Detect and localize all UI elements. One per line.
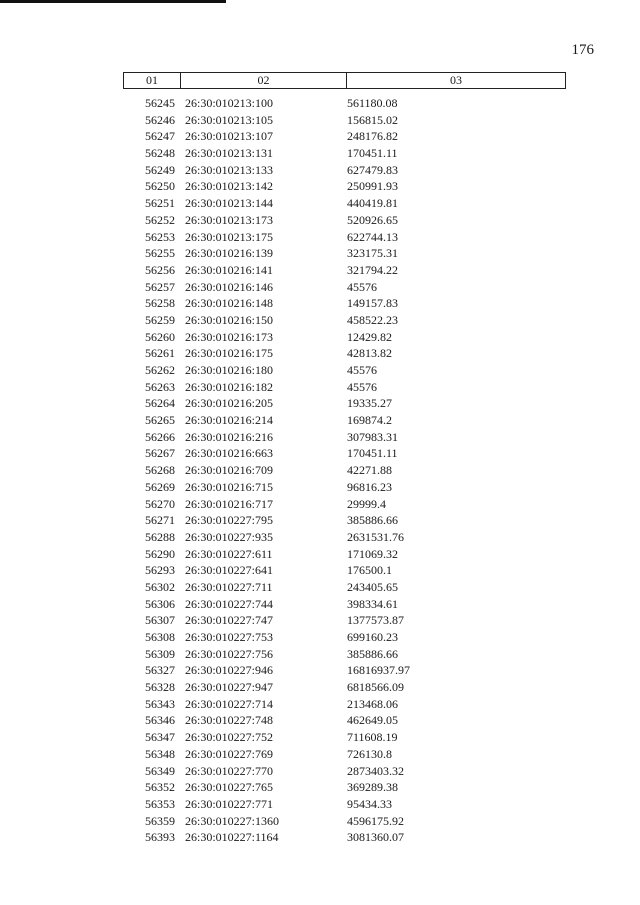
table-row	[123, 445, 566, 462]
table-row	[123, 145, 566, 162]
cadastral-number-cell: 26:30:010216:150	[185, 312, 274, 327]
table-row	[123, 779, 566, 796]
table-row	[123, 629, 566, 646]
value-cell: 385886.66	[347, 646, 398, 661]
table-row	[123, 295, 566, 312]
table-row	[123, 646, 566, 663]
row-id-cell: 56359	[145, 813, 175, 828]
cadastral-number-cell: 26:30:010213:133	[185, 162, 274, 177]
value-cell: 171069.32	[347, 546, 398, 561]
table-row	[123, 546, 566, 563]
row-id-cell: 56261	[145, 346, 175, 361]
value-cell: 45576	[347, 279, 377, 294]
value-cell: 711608.19	[347, 730, 398, 745]
row-id-cell: 56290	[145, 546, 175, 561]
row-id-cell: 56253	[145, 229, 175, 244]
value-cell: 169874.2	[347, 413, 392, 428]
cadastral-number-cell: 26:30:010216:663	[185, 446, 274, 461]
page-number: 176	[571, 42, 594, 58]
value-cell: 29999.4	[347, 496, 386, 511]
value-cell: 440419.81	[347, 196, 398, 211]
value-cell: 2873403.32	[347, 763, 404, 778]
row-id-cell: 56266	[145, 429, 175, 444]
row-id-cell: 56346	[145, 713, 175, 728]
row-id-cell: 56262	[145, 363, 175, 377]
value-cell: 170451.11	[347, 146, 398, 161]
table-row	[123, 312, 566, 329]
value-cell: 42813.82	[347, 346, 392, 361]
cadastral-number-cell: 26:30:010227:752	[185, 730, 274, 745]
table-row	[123, 529, 566, 546]
cadastral-number-cell: 26:30:010213:131	[185, 146, 274, 161]
column-header-03: 03	[450, 73, 462, 87]
table-row	[123, 229, 566, 246]
value-cell: 1377573.87	[347, 613, 404, 628]
table-row	[123, 479, 566, 496]
table-header	[123, 72, 566, 89]
cadastral-number-cell: 26:30:010227:748	[185, 713, 274, 728]
cadastral-number-cell: 26:30:010216:214	[185, 413, 274, 428]
cadastral-number-cell: 26:30:010213:105	[185, 112, 274, 127]
table-row	[123, 262, 566, 279]
value-cell: 250991.93	[347, 179, 398, 194]
row-id-cell: 56260	[145, 329, 175, 344]
row-id-cell: 56293	[145, 563, 175, 578]
table-row	[123, 429, 566, 446]
cadastral-number-cell: 26:30:010227:611	[185, 546, 273, 561]
row-id-cell: 56252	[145, 212, 175, 227]
row-id-cell: 56263	[145, 379, 175, 394]
row-id-cell: 56349	[145, 763, 175, 778]
cadastral-number-cell: 26:30:010216:148	[185, 296, 274, 311]
row-id-cell: 56248	[145, 146, 175, 161]
table-row	[123, 796, 566, 813]
row-id-cell: 56259	[145, 312, 175, 327]
table-row	[123, 612, 566, 629]
value-cell: 12429.82	[347, 329, 392, 344]
value-cell: 96816.23	[347, 479, 392, 494]
row-id-cell: 56308	[145, 630, 175, 644]
value-cell: 42271.88	[347, 463, 392, 478]
table-row	[123, 679, 566, 696]
row-id-cell: 56255	[145, 246, 175, 261]
cadastral-number-cell: 26:30:010216:205	[185, 396, 274, 411]
table-row	[123, 746, 566, 763]
table-row	[123, 178, 566, 195]
value-cell: 726130.8	[347, 746, 392, 761]
value-cell: 170451.11	[347, 446, 398, 461]
cadastral-number-cell: 26:30:010213:100	[185, 96, 274, 110]
table-row	[123, 212, 566, 229]
cadastral-number-cell: 26:30:010216:173	[185, 329, 274, 344]
cadastral-number-cell: 26:30:010227:756	[185, 646, 274, 661]
row-id-cell: 56271	[145, 513, 175, 528]
cadastral-number-cell: 26:30:010216:709	[185, 463, 274, 478]
cadastral-number-cell: 26:30:010213:175	[185, 229, 274, 244]
cadastral-number-cell: 26:30:010227:744	[185, 596, 274, 611]
table-row	[123, 412, 566, 429]
table-row	[123, 195, 566, 212]
table-row	[123, 729, 566, 746]
row-id-cell: 56270	[145, 496, 175, 511]
value-cell: 622744.13	[347, 229, 398, 244]
column-header-02: 02	[181, 73, 347, 88]
table-row	[123, 362, 566, 379]
cadastral-number-cell: 26:30:010227:714	[185, 696, 274, 711]
value-cell: 520926.65	[347, 212, 398, 227]
cadastral-number-cell: 26:30:010216:146	[185, 279, 274, 294]
value-cell: 398334.61	[347, 596, 398, 611]
value-cell: 16816937.97	[347, 663, 410, 678]
value-cell: 3081360.07	[347, 830, 404, 845]
cadastral-number-cell: 26:30:010216:141	[185, 262, 274, 277]
row-id-cell: 56250	[145, 179, 175, 194]
cadastral-number-cell: 26:30:010227:935	[185, 529, 274, 544]
cadastral-number-cell: 26:30:010216:216	[185, 429, 274, 444]
top-rule	[0, 0, 226, 3]
row-id-cell: 56343	[145, 696, 175, 711]
cadastral-number-cell: 26:30:010227:711	[185, 579, 273, 594]
table-row	[123, 395, 566, 412]
table-row	[123, 712, 566, 729]
row-id-cell: 56309	[145, 646, 175, 661]
cadastral-number-cell: 26:30:010227:770	[185, 763, 274, 778]
value-cell: 369289.38	[347, 780, 398, 795]
row-id-cell: 56352	[145, 780, 175, 795]
row-id-cell: 56251	[145, 196, 175, 211]
cadastral-number-cell: 26:30:010216:180	[185, 363, 274, 377]
cadastral-number-cell: 26:30:010213:142	[185, 179, 274, 194]
row-id-cell: 56268	[145, 463, 175, 478]
value-cell: 149157.83	[347, 296, 398, 311]
cadastral-number-cell: 26:30:010227:771	[185, 796, 274, 811]
cadastral-number-cell: 26:30:010227:1164	[185, 830, 279, 845]
table-row	[123, 562, 566, 579]
row-id-cell: 56393	[145, 830, 175, 845]
cadastral-number-cell: 26:30:010213:144	[185, 196, 274, 211]
value-cell: 307983.31	[347, 429, 398, 444]
value-cell: 45576	[347, 379, 377, 394]
cadastral-number-cell: 26:30:010216:175	[185, 346, 274, 361]
cadastral-number-cell: 26:30:010216:182	[185, 379, 274, 394]
table-row	[123, 662, 566, 679]
cadastral-number-cell: 26:30:010227:795	[185, 513, 274, 528]
row-id-cell: 56249	[145, 162, 175, 177]
table-row	[123, 763, 566, 780]
table-row	[123, 112, 566, 129]
row-id-cell: 56247	[145, 129, 175, 144]
table-row	[123, 95, 566, 112]
cadastral-number-cell: 26:30:010227:747	[185, 613, 274, 628]
cadastral-number-cell: 26:30:010227:769	[185, 746, 274, 761]
value-cell: 213468.06	[347, 696, 398, 711]
table-row	[123, 496, 566, 513]
value-cell: 2631531.76	[347, 529, 404, 544]
row-id-cell: 56302	[145, 579, 175, 594]
table-row	[123, 329, 566, 346]
row-id-cell: 56265	[145, 413, 175, 428]
row-id-cell: 56347	[145, 730, 175, 745]
value-cell: 462649.05	[347, 713, 398, 728]
table-row	[123, 128, 566, 145]
table-row	[123, 162, 566, 179]
cadastral-number-cell: 26:30:010227:947	[185, 680, 274, 695]
value-cell: 458522.23	[347, 312, 398, 327]
table-body	[123, 95, 566, 846]
row-id-cell: 56328	[145, 680, 175, 695]
row-id-cell: 56307	[145, 613, 175, 628]
row-id-cell: 56245	[145, 96, 175, 110]
row-id-cell: 56256	[145, 262, 175, 277]
table-row	[123, 813, 566, 830]
value-cell: 6818566.09	[347, 680, 404, 695]
cadastral-number-cell: 26:30:010213:173	[185, 212, 274, 227]
row-id-cell: 56264	[145, 396, 175, 411]
row-id-cell: 56267	[145, 446, 175, 461]
value-cell: 19335.27	[347, 396, 392, 411]
row-id-cell: 56288	[145, 529, 175, 544]
table-row	[123, 245, 566, 262]
row-id-cell: 56327	[145, 663, 175, 678]
table-row	[123, 579, 566, 596]
value-cell: 4596175.92	[347, 813, 404, 828]
table-row	[123, 512, 566, 529]
value-cell: 45576	[347, 363, 377, 377]
table-row	[123, 596, 566, 613]
value-cell: 699160.23	[347, 630, 398, 644]
value-cell: 321794.22	[347, 262, 398, 277]
value-cell: 627479.83	[347, 162, 398, 177]
row-id-cell: 56246	[145, 112, 175, 127]
table-row	[123, 379, 566, 396]
value-cell: 243405.65	[347, 579, 398, 594]
table-row	[123, 345, 566, 362]
table-row	[123, 462, 566, 479]
value-cell: 95434.33	[347, 796, 392, 811]
cadastral-number-cell: 26:30:010213:107	[185, 129, 274, 144]
value-cell: 176500.1	[347, 563, 392, 578]
value-cell: 561180.08	[347, 96, 398, 110]
cadastral-number-cell: 26:30:010216:717	[185, 496, 274, 511]
table-row	[123, 829, 566, 846]
cadastral-number-cell: 26:30:010227:946	[185, 663, 274, 678]
value-cell: 323175.31	[347, 246, 398, 261]
cadastral-number-cell: 26:30:010216:139	[185, 246, 274, 261]
table-row	[123, 279, 566, 296]
cadastral-number-cell: 26:30:010227:1360	[185, 813, 280, 828]
value-cell: 385886.66	[347, 513, 398, 528]
row-id-cell: 56258	[145, 296, 175, 311]
row-id-cell: 56257	[145, 279, 175, 294]
row-id-cell: 56269	[145, 479, 175, 494]
row-id-cell: 56353	[145, 796, 175, 811]
cadastral-number-cell: 26:30:010216:715	[185, 479, 274, 494]
cadastral-number-cell: 26:30:010227:753	[185, 630, 274, 644]
column-header-01: 01	[124, 73, 181, 88]
table-row	[123, 696, 566, 713]
cadastral-number-cell: 26:30:010227:765	[185, 780, 274, 795]
row-id-cell: 56348	[145, 746, 175, 761]
cadastral-number-cell: 26:30:010227:641	[185, 563, 274, 578]
value-cell: 248176.82	[347, 129, 398, 144]
value-cell: 156815.02	[347, 112, 398, 127]
row-id-cell: 56306	[145, 596, 175, 611]
